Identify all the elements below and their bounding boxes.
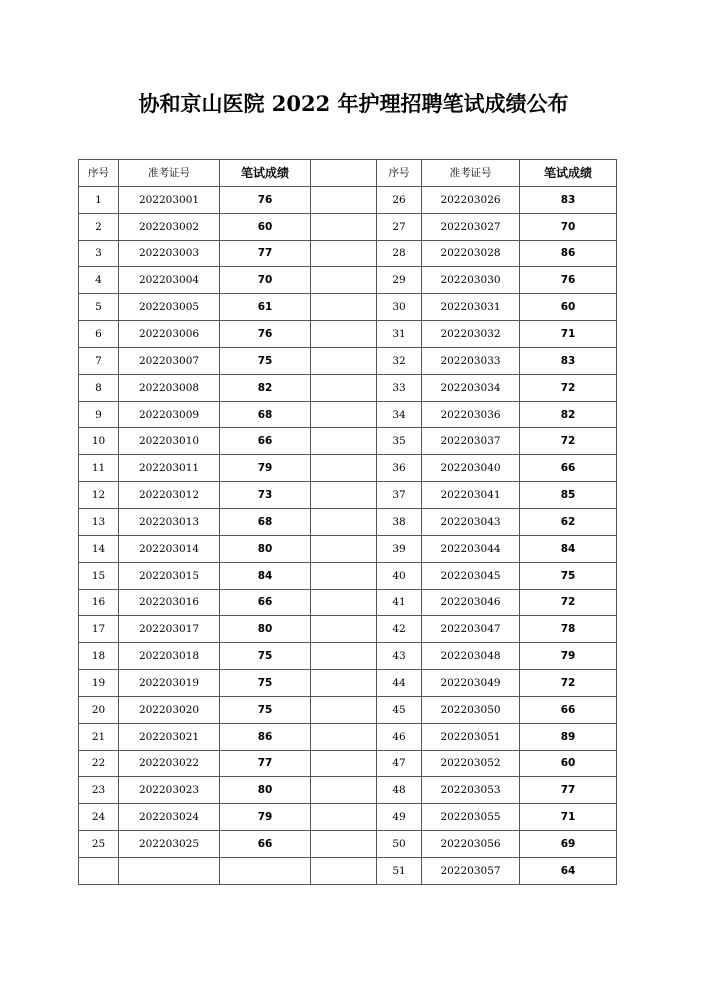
table-row [79, 777, 617, 804]
ticket-cell-left: 202203014 [119, 535, 220, 562]
ticket-cell-left: 202203018 [119, 643, 220, 670]
score-cell-right: 69 [520, 831, 617, 858]
ticket-cell-right: 202203045 [422, 562, 520, 589]
table-row [79, 723, 617, 750]
table-row [79, 186, 617, 213]
table-row [79, 696, 617, 723]
table-row [79, 267, 617, 294]
seq-cell-left: 2 [79, 213, 119, 240]
score-cell-right: 76 [520, 267, 617, 294]
table-row [79, 750, 617, 777]
blank-separator-cell [311, 186, 377, 213]
seq-cell-left: 20 [79, 696, 119, 723]
score-cell-left [220, 857, 311, 884]
blank-separator-cell [311, 160, 377, 187]
blank-separator-cell [311, 294, 377, 321]
blank-separator-cell [311, 455, 377, 482]
ticket-cell-right: 202203026 [422, 186, 520, 213]
table-row [79, 589, 617, 616]
seq-cell-right: 51 [377, 857, 422, 884]
table-row [79, 643, 617, 670]
seq-cell-right: 34 [377, 401, 422, 428]
ticket-cell-left: 202203003 [119, 240, 220, 267]
score-cell-right: 72 [520, 589, 617, 616]
table-row [79, 374, 617, 401]
ticket-cell-right: 202203055 [422, 804, 520, 831]
seq-cell-left: 16 [79, 589, 119, 616]
score-cell-left: 80 [220, 535, 311, 562]
blank-separator-cell [311, 240, 377, 267]
seq-cell-right: 48 [377, 777, 422, 804]
ticket-cell-right: 202203032 [422, 321, 520, 348]
seq-cell-left: 13 [79, 508, 119, 535]
seq-cell-left: 17 [79, 616, 119, 643]
seq-cell-left: 1 [79, 186, 119, 213]
seq-cell-left: 9 [79, 401, 119, 428]
score-cell-left: 86 [220, 723, 311, 750]
blank-separator-cell [311, 508, 377, 535]
seq-cell-right: 26 [377, 186, 422, 213]
score-cell-right: 70 [520, 213, 617, 240]
ticket-cell-left: 202203010 [119, 428, 220, 455]
seq-cell-left: 18 [79, 643, 119, 670]
header-seq-right: 序号 [377, 160, 422, 187]
ticket-cell-left: 202203021 [119, 723, 220, 750]
score-cell-left: 77 [220, 750, 311, 777]
blank-separator-cell [311, 589, 377, 616]
blank-separator-cell [311, 482, 377, 509]
seq-cell-right: 35 [377, 428, 422, 455]
seq-cell-right: 27 [377, 213, 422, 240]
score-cell-right: 72 [520, 374, 617, 401]
blank-separator-cell [311, 562, 377, 589]
score-cell-right: 82 [520, 401, 617, 428]
ticket-cell-right: 202203033 [422, 347, 520, 374]
table-row [79, 401, 617, 428]
header-score-right: 笔试成绩 [520, 160, 617, 187]
seq-cell-right: 31 [377, 321, 422, 348]
score-cell-left: 76 [220, 321, 311, 348]
score-cell-left: 75 [220, 643, 311, 670]
score-cell-right: 66 [520, 455, 617, 482]
score-cell-right: 77 [520, 777, 617, 804]
score-cell-left: 84 [220, 562, 311, 589]
blank-separator-cell [311, 374, 377, 401]
blank-separator-cell [311, 804, 377, 831]
score-cell-right: 78 [520, 616, 617, 643]
seq-cell-right: 28 [377, 240, 422, 267]
seq-cell-left: 11 [79, 455, 119, 482]
score-cell-left: 79 [220, 804, 311, 831]
ticket-cell-right: 202203034 [422, 374, 520, 401]
ticket-cell-left: 202203005 [119, 294, 220, 321]
header-seq-left: 序号 [79, 160, 119, 187]
seq-cell-left: 15 [79, 562, 119, 589]
ticket-cell-left: 202203011 [119, 455, 220, 482]
blank-separator-cell [311, 777, 377, 804]
header-ticket-right: 准考证号 [422, 160, 520, 187]
table-row [79, 857, 617, 884]
ticket-cell-left: 202203006 [119, 321, 220, 348]
ticket-cell-left: 202203022 [119, 750, 220, 777]
seq-cell-right: 45 [377, 696, 422, 723]
seq-cell-left: 14 [79, 535, 119, 562]
score-cell-right: 83 [520, 347, 617, 374]
table-row [79, 294, 617, 321]
ticket-cell-right: 202203043 [422, 508, 520, 535]
seq-cell-right: 39 [377, 535, 422, 562]
score-cell-right: 72 [520, 428, 617, 455]
seq-cell-right: 41 [377, 589, 422, 616]
score-cell-left: 73 [220, 482, 311, 509]
blank-separator-cell [311, 831, 377, 858]
ticket-cell-right: 202203048 [422, 643, 520, 670]
table-row [79, 562, 617, 589]
blank-separator-cell [311, 696, 377, 723]
table-row [79, 455, 617, 482]
score-cell-left: 76 [220, 186, 311, 213]
ticket-cell-right: 202203049 [422, 670, 520, 697]
ticket-cell-left: 202203019 [119, 670, 220, 697]
table-header-row [79, 160, 617, 187]
table-body [79, 160, 617, 885]
ticket-cell-right: 202203041 [422, 482, 520, 509]
seq-cell-left: 21 [79, 723, 119, 750]
table-row [79, 321, 617, 348]
seq-cell-right: 43 [377, 643, 422, 670]
blank-separator-cell [311, 723, 377, 750]
blank-separator-cell [311, 401, 377, 428]
seq-cell-left: 19 [79, 670, 119, 697]
blank-separator-cell [311, 347, 377, 374]
score-cell-left: 80 [220, 777, 311, 804]
seq-cell-right: 29 [377, 267, 422, 294]
ticket-cell-right: 202203057 [422, 857, 520, 884]
table-row [79, 428, 617, 455]
blank-separator-cell [311, 643, 377, 670]
score-cell-right: 89 [520, 723, 617, 750]
table-row [79, 482, 617, 509]
score-cell-right: 75 [520, 562, 617, 589]
seq-cell-right: 40 [377, 562, 422, 589]
table-row [79, 347, 617, 374]
ticket-cell-right: 202203056 [422, 831, 520, 858]
ticket-cell-left: 202203004 [119, 267, 220, 294]
blank-separator-cell [311, 616, 377, 643]
header-ticket-left: 准考证号 [119, 160, 220, 187]
score-cell-right: 64 [520, 857, 617, 884]
score-cell-left: 70 [220, 267, 311, 294]
ticket-cell-left: 202203015 [119, 562, 220, 589]
table-row [79, 831, 617, 858]
ticket-cell-left: 202203017 [119, 616, 220, 643]
ticket-cell-right: 202203036 [422, 401, 520, 428]
ticket-cell-right: 202203046 [422, 589, 520, 616]
score-cell-left: 66 [220, 428, 311, 455]
seq-cell-right: 36 [377, 455, 422, 482]
page-title: 协和京山医院 2022 年护理招聘笔试成绩公布 [138, 91, 569, 116]
score-cell-left: 75 [220, 347, 311, 374]
blank-separator-cell [311, 428, 377, 455]
score-cell-right: 60 [520, 294, 617, 321]
table-row [79, 616, 617, 643]
score-cell-left: 75 [220, 696, 311, 723]
blank-separator-cell [311, 750, 377, 777]
ticket-cell-right: 202203052 [422, 750, 520, 777]
blank-separator-cell [311, 535, 377, 562]
score-cell-right: 60 [520, 750, 617, 777]
table-row [79, 670, 617, 697]
ticket-cell-left: 202203002 [119, 213, 220, 240]
ticket-cell-left: 202203016 [119, 589, 220, 616]
ticket-cell-right: 202203044 [422, 535, 520, 562]
ticket-cell-right: 202203053 [422, 777, 520, 804]
seq-cell-right: 30 [377, 294, 422, 321]
ticket-cell-right: 202203028 [422, 240, 520, 267]
seq-cell-left: 5 [79, 294, 119, 321]
blank-separator-cell [311, 857, 377, 884]
ticket-cell-left [119, 857, 220, 884]
ticket-cell-right: 202203031 [422, 294, 520, 321]
score-cell-left: 80 [220, 616, 311, 643]
seq-cell-right: 32 [377, 347, 422, 374]
score-cell-right: 62 [520, 508, 617, 535]
score-cell-left: 79 [220, 455, 311, 482]
seq-cell-right: 42 [377, 616, 422, 643]
table-row [79, 535, 617, 562]
seq-cell-right: 46 [377, 723, 422, 750]
score-cell-right: 71 [520, 321, 617, 348]
score-cell-left: 66 [220, 589, 311, 616]
ticket-cell-left: 202203025 [119, 831, 220, 858]
blank-separator-cell [311, 321, 377, 348]
score-cell-left: 77 [220, 240, 311, 267]
ticket-cell-right: 202203051 [422, 723, 520, 750]
score-cell-left: 68 [220, 508, 311, 535]
score-cell-right: 72 [520, 670, 617, 697]
score-cell-left: 82 [220, 374, 311, 401]
blank-separator-cell [311, 670, 377, 697]
table-row [79, 508, 617, 535]
score-cell-left: 68 [220, 401, 311, 428]
ticket-cell-left: 202203013 [119, 508, 220, 535]
seq-cell-left: 10 [79, 428, 119, 455]
blank-separator-cell [311, 267, 377, 294]
score-cell-left: 60 [220, 213, 311, 240]
ticket-cell-left: 202203020 [119, 696, 220, 723]
seq-cell-left: 23 [79, 777, 119, 804]
score-cell-left: 66 [220, 831, 311, 858]
score-cell-right: 79 [520, 643, 617, 670]
ticket-cell-left: 202203024 [119, 804, 220, 831]
ticket-cell-right: 202203047 [422, 616, 520, 643]
seq-cell-left: 12 [79, 482, 119, 509]
ticket-cell-left: 202203001 [119, 186, 220, 213]
seq-cell-right: 44 [377, 670, 422, 697]
seq-cell-right: 50 [377, 831, 422, 858]
table-row [79, 213, 617, 240]
seq-cell-left: 6 [79, 321, 119, 348]
blank-separator-cell [311, 213, 377, 240]
seq-cell-right: 37 [377, 482, 422, 509]
seq-cell-left: 8 [79, 374, 119, 401]
seq-cell-right: 33 [377, 374, 422, 401]
header-score-left: 笔试成绩 [220, 160, 311, 187]
seq-cell-left: 7 [79, 347, 119, 374]
seq-cell-right: 47 [377, 750, 422, 777]
seq-cell-left: 24 [79, 804, 119, 831]
ticket-cell-left: 202203012 [119, 482, 220, 509]
seq-cell-right: 49 [377, 804, 422, 831]
ticket-cell-right: 202203037 [422, 428, 520, 455]
score-cell-right: 83 [520, 186, 617, 213]
seq-cell-left [79, 857, 119, 884]
ticket-cell-left: 202203008 [119, 374, 220, 401]
table-row [79, 240, 617, 267]
score-cell-right: 86 [520, 240, 617, 267]
score-cell-right: 84 [520, 535, 617, 562]
ticket-cell-right: 202203040 [422, 455, 520, 482]
ticket-cell-left: 202203023 [119, 777, 220, 804]
score-cell-left: 75 [220, 670, 311, 697]
seq-cell-left: 22 [79, 750, 119, 777]
seq-cell-left: 25 [79, 831, 119, 858]
ticket-cell-right: 202203030 [422, 267, 520, 294]
seq-cell-right: 38 [377, 508, 422, 535]
score-cell-right: 66 [520, 696, 617, 723]
score-cell-right: 85 [520, 482, 617, 509]
table-row [79, 804, 617, 831]
seq-cell-left: 4 [79, 267, 119, 294]
score-cell-left: 61 [220, 294, 311, 321]
ticket-cell-left: 202203007 [119, 347, 220, 374]
scores-table [78, 159, 617, 885]
ticket-cell-left: 202203009 [119, 401, 220, 428]
score-cell-right: 71 [520, 804, 617, 831]
ticket-cell-right: 202203050 [422, 696, 520, 723]
ticket-cell-right: 202203027 [422, 213, 520, 240]
seq-cell-left: 3 [79, 240, 119, 267]
